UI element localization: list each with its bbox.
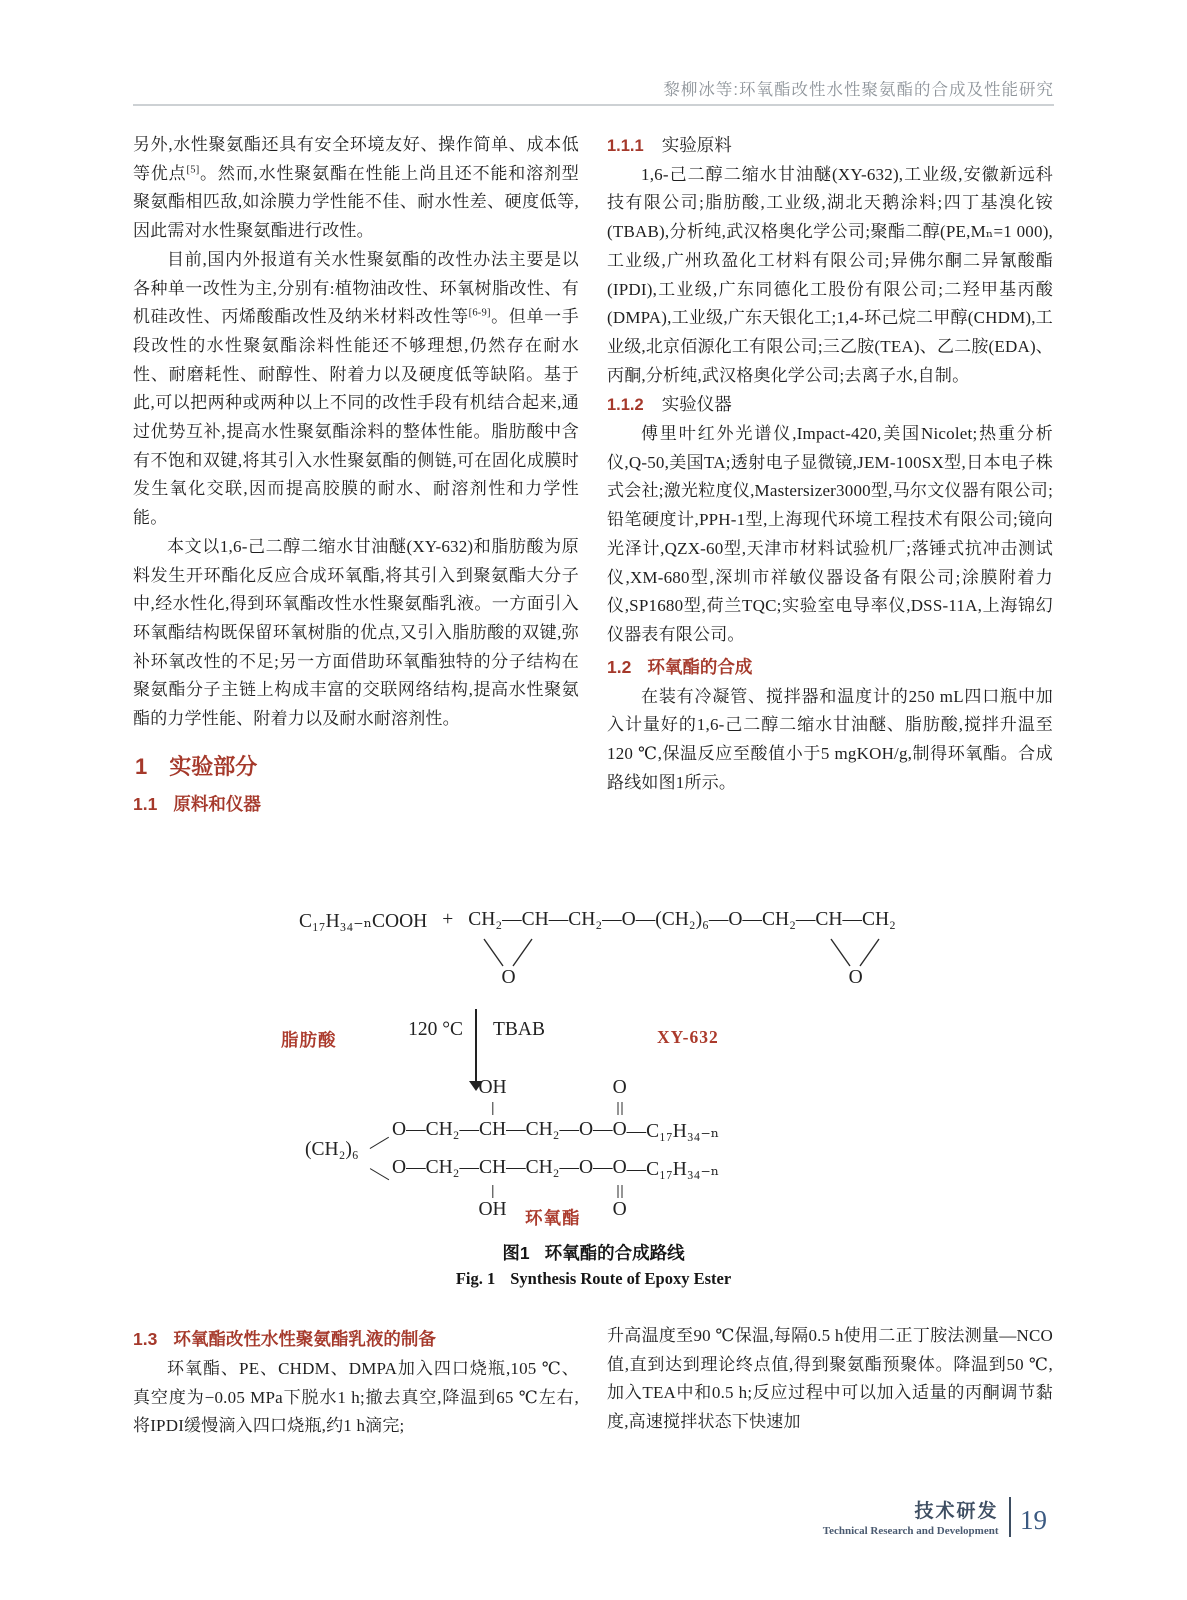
- paragraph-materials: 1,6-己二醇二缩水甘油醚(XY-632),工业级,安徽新远科技有限公司;脂肪酸,工业级,湖北天鹅涂料;四丁基溴化铵(TBAB),分析纯,武汉格奥化学公司;聚酯二醇(PE,Mₙ=1 000),工业级,广州玖盈化工材料有限公司;异佛尔酮二异氰酸酯(IPDI),工业级,广东同德化工股份有限公司;二羟甲基丙酸(DMPA),工业级,广东天银化工;1,4-环己烷二甲醇(CHDM),工业级,北京佰源化工有限公司;三乙胺(TEA)、乙二胺(EDA)、丙酮,分析纯,武汉格奥化学公司;去离子水,自制。: [607, 164, 1053, 385]
- section-title: 环氧酯的合成: [647, 656, 753, 677]
- figure-caption-chinese: [0, 1240, 1187, 1265]
- reactants-row: [299, 909, 896, 988]
- chain-segment: —CH₂—O—: [506, 1157, 613, 1178]
- header-divider: [133, 104, 1054, 106]
- section-title: 环氧酯改性水性聚氨酯乳液的制备: [173, 1329, 436, 1349]
- hydroxyl-group: OH: [478, 1199, 507, 1220]
- paragraph-emulsion-prep-left: 环氧酯、PE、CHDM、DMPA加入四口烧瓶,105 ℃、真空度为−0.05 MPa下脱水1 h;撤去真空,降温到65 ℃左右,将IPDI缓慢滴入四口烧瓶,约1 h滴完;: [133, 1359, 579, 1436]
- epoxide-carbons: CH—CH₂: [815, 909, 896, 930]
- figure-title: Synthesis Route of Epoxy Ester: [510, 1269, 732, 1288]
- double-bond: [617, 1102, 622, 1115]
- bond-diagonal-up: [370, 1137, 390, 1150]
- footer-section-english: Technical Research and Development: [822, 1525, 999, 1537]
- section-heading-1-1: [133, 790, 579, 818]
- single-bond: [492, 1102, 493, 1115]
- atom-label: CH: [478, 1157, 507, 1178]
- chain-segment: —C₁₇H₃₄₋ₙ: [626, 1121, 720, 1142]
- section-title: 实验仪器: [661, 394, 732, 415]
- section-heading-1-1-2: [607, 390, 1053, 420]
- condition-catalyst: TBAB: [493, 1019, 546, 1040]
- label-epoxy-ester: 环氧酯: [525, 1208, 581, 1228]
- hexylene-group: (CH₂)₆: [305, 1139, 359, 1160]
- section-number: 1: [135, 753, 148, 779]
- single-bond: [492, 1185, 493, 1198]
- figure-caption-english: [0, 1269, 1187, 1289]
- right-column: [607, 131, 1053, 893]
- paragraph-modification-overview: 目前,国内外报道有关水性聚氨酯的改性办法主要是以各种单一改性为主,分别有:植物油改性、环氧树脂改性、有机硅改性、丙烯酸酯改性及纳米材料改性等[6-9]。但单一手段改性的水性聚氨酯涂料性能还不够理想,仍然存在耐水性、耐磨耗性、耐醇性、附着力以及硬度低等缺陷。基于此,可以把两种或两种以上不同的改性手段有机结合起来,通过优势互补,提高水性聚氨酯涂料的整体性能。脂肪酸中含有不饱和双键,将其引入水性聚氨酯的侧链,可在固化成膜时发生氧化交联,因而提高胶膜的耐水、耐溶剂性和力学性能。: [133, 249, 579, 528]
- chain-segment: O—CH₂—: [392, 1119, 479, 1140]
- atom-label: O: [612, 1119, 627, 1140]
- methine-carbon: [478, 1157, 507, 1220]
- footer-section-chinese: 技术研发: [914, 1501, 999, 1522]
- atom-label: O: [612, 1157, 627, 1178]
- condition-temperature: 120 °C: [408, 1019, 463, 1040]
- footer-section-block: [823, 1496, 999, 1537]
- section-title: 原料和仪器: [173, 793, 261, 814]
- section-number: 1.1.2: [607, 396, 644, 415]
- epoxide-oxygen: O: [848, 967, 863, 988]
- section-title: 实验原料: [661, 135, 732, 155]
- chain-segment: O—CH₂—: [392, 1157, 479, 1178]
- footer-divider-bar: [1009, 1497, 1012, 1537]
- figure-number: Fig. 1: [455, 1269, 496, 1288]
- ester-oxygen: [612, 1157, 627, 1220]
- epoxide-oxygen: O: [501, 967, 516, 988]
- section-number: 1.1: [133, 793, 158, 814]
- bond-diagonal-down: [370, 1168, 390, 1181]
- carbonyl-oxygen: O: [612, 1077, 627, 1098]
- running-head: 黎柳冰等:环氧酯改性水性聚氨酯的合成及性能研究: [663, 81, 1054, 99]
- section-heading-1-1-1: [607, 131, 1053, 161]
- section-title: 实验部分: [169, 753, 258, 779]
- atom-label: CH: [478, 1119, 507, 1140]
- left-column-bottom: [133, 1322, 579, 1487]
- section-number: 1.3: [133, 1329, 158, 1349]
- reaction-arrow-line: [475, 1009, 477, 1083]
- bottom-columns: [133, 1322, 1054, 1487]
- paragraph-this-work: 本文以1,6-己二醇二缩水甘油醚(XY-632)和脂肪酸为原料发生开环酯化反应合成环氧酯,将其引入到聚氨酯大分子中,经水性化,得到环氧酯改性水性聚氨酯乳液。一方面引入环氧酯结构既保留环氧树脂的优点,又引入脂肪酸的双键,弥补环氧改性的不足;另一方面借助环氧酯独特的分子结构在聚氨酯分子主链上构成丰富的交联网络结构,提高水性聚氨酯的力学性能、附着力以及耐水耐溶剂性。: [133, 536, 579, 729]
- figure-title: 环氧酯的合成路线: [544, 1243, 685, 1263]
- epoxide-carbons: CH₂—CH: [468, 909, 549, 930]
- page-footer: [823, 1496, 1047, 1537]
- product-chain-top: [392, 1077, 720, 1143]
- label-fatty-acid: 脂肪酸: [281, 1030, 337, 1050]
- page-number: 19: [1020, 1505, 1047, 1535]
- right-column-bottom: [607, 1322, 1053, 1487]
- section-number: 1.1.1: [607, 137, 644, 155]
- body-columns: [133, 131, 1054, 893]
- figure-1-reaction-scheme: [133, 893, 1054, 1238]
- paragraph-emulsion-prep-right: 升高温度至90 ℃保温,每隔0.5 h使用二正丁胺法测量—NCO值,直到达到理论终点值,得到聚氨酯预聚体。降温到50 ℃,加入TEA中和0.5 h;反应过程中可以加入适量的丙酮调节黏度,高速搅拌状态下快速加: [607, 1326, 1053, 1432]
- paragraph-epoxy-synthesis: 在装有冷凝管、搅拌器和温度计的250 mL四口瓶中加入计量好的1,6-己二醇二缩水甘油醚、脂肪酸,搅拌升温至120 ℃,保温反应至酸值小于5 mgKOH/g,制得环氧酯。合成路线如图1所示。: [607, 686, 1053, 792]
- epoxide-group-left: [468, 909, 549, 988]
- figure-number: 图1: [502, 1243, 530, 1263]
- ether-chain-middle: —CH₂—O—(CH₂)₆—O—CH₂—: [548, 909, 816, 930]
- hydroxyl-group: OH: [478, 1077, 507, 1098]
- paragraph-intro-continuation: 另外,水性聚氨酯还具有安全环境友好、操作简单、成本低等优点[5]。然而,水性聚氨酯在性能上尚且还不能和溶剂型聚氨酯相匹敌,如涂膜力学性能不佳、耐水性差、硬度低等,因此需对水性聚氨酯进行改性。: [133, 135, 579, 241]
- section-heading-1-2: [607, 653, 1053, 681]
- left-column: [133, 131, 579, 893]
- double-bond: [617, 1185, 622, 1198]
- chain-segment: —CH₂—O—: [506, 1119, 613, 1140]
- ester-oxygen: [612, 1077, 627, 1143]
- fatty-acid-formula: C₁₇H₃₄₋ₙCOOH: [299, 911, 428, 932]
- plus-sign: +: [442, 909, 454, 930]
- section-heading-1: [135, 752, 579, 782]
- chain-segment: —C₁₇H₃₄₋ₙ: [626, 1159, 720, 1180]
- section-number: 1.2: [607, 656, 632, 677]
- section-heading-1-3: [133, 1325, 579, 1353]
- methine-carbon: [478, 1077, 507, 1143]
- paragraph-instruments: 傅里叶红外光谱仪,Impact-420,美国Nicolet;热重分析仪,Q-50,美国TA;透射电子显微镜,JEM-100SX型,日本电子株式会社;激光粒度仪,Mastersizer3000型,马尔文仪器有限公司;铅笔硬度计,PPH-1型,上海现代环境工程技术有限公司;镜向光泽计,QZX-60型,天津市材料试验机厂;落锤式抗冲击测试仪,XM-680型,深圳市祥敏仪器设备有限公司;涂膜附着力仪,SP1680型,荷兰TQC;实验室电导率仪,DSS-11A,上海锦幻仪器表有限公司。: [607, 424, 1053, 644]
- carbonyl-oxygen: O: [612, 1199, 627, 1220]
- epoxide-group-right: [815, 909, 896, 988]
- label-xy632: XY-632: [657, 1027, 719, 1047]
